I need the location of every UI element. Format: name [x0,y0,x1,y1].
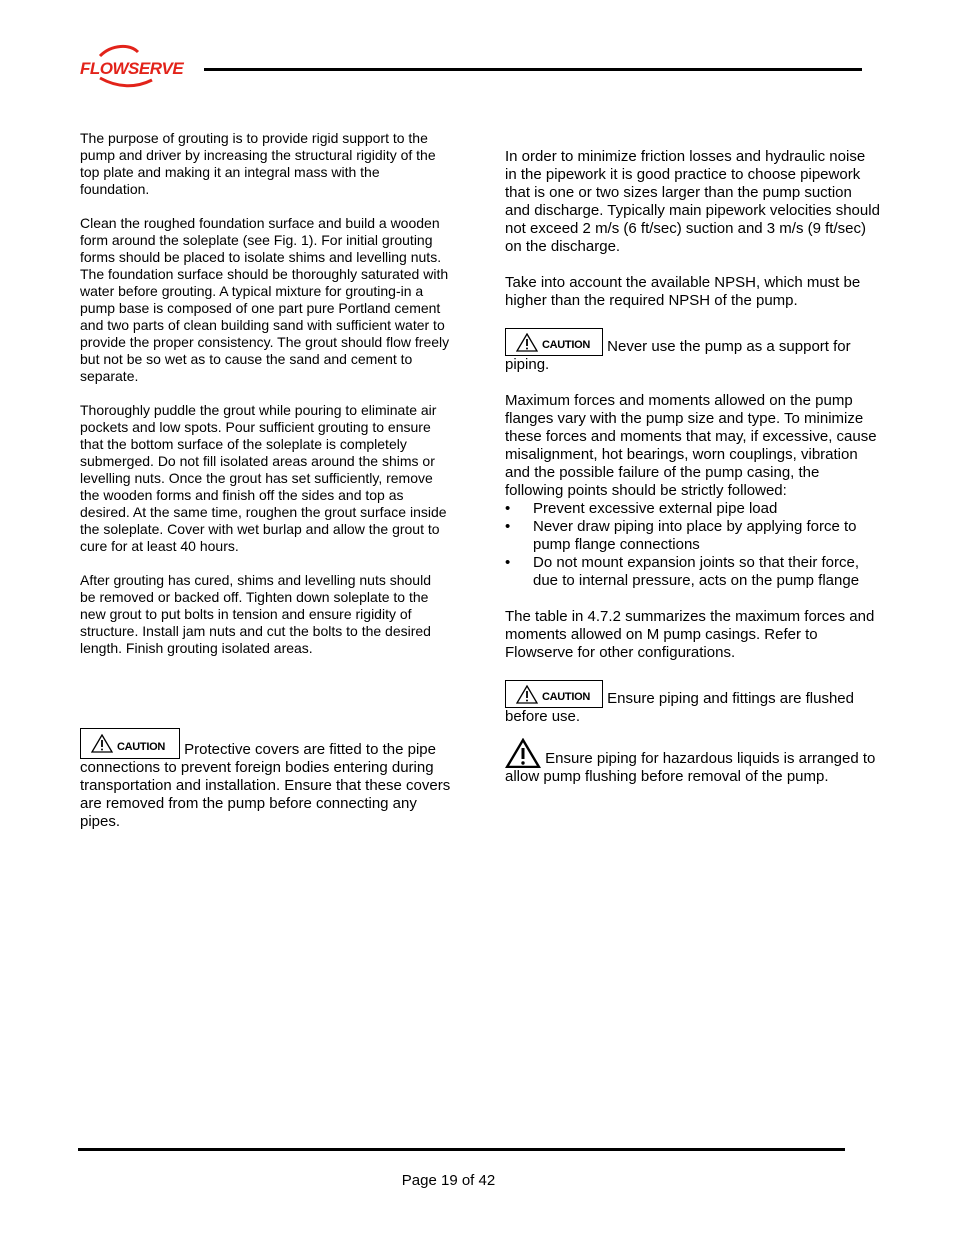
caution-text: Never use the pump as a support for piping. [505,338,851,373]
page-header [78,44,863,90]
flushing-caution [505,680,880,726]
warning-text: Ensure piping for hazardous liquids is arranged to allow pump flushing before removal of the pump. [505,750,876,785]
caution-label: CAUTION [542,691,591,703]
caution-text: Ensure piping and fittings are flushed before use. [505,690,854,725]
bullet-icon: • [505,554,511,571]
pump-support-caution [505,328,880,374]
protective-covers-caution [80,728,452,831]
caution-badge [505,328,603,356]
bullet-icon: • [505,500,511,517]
list-item-text: Never draw piping into place by applying force to pump flange connections [533,518,857,553]
list-item-text: Prevent excessive external pipe load [533,500,778,517]
table-reference-paragraph: The table in 4.7.2 summarizes the maximum forces and moments allowed on M pump casings. Refer to Flowserve for other configurations. [505,608,875,661]
right-column [505,148,880,804]
pipework-size-paragraph: In order to minimize friction losses and hydraulic noise in the pipework it is good practice to choose pipework that is one or two sizes larger than the pump suction and discharge. Typically main pipework velocities should not exceed 2 m/s (6 ft/sec) suction and 3 m/s (9 ft/sec) on the discharge. [505,148,880,255]
forces-moments-paragraph: Maximum forces and moments allowed on the pump flanges vary with the pump size and type. To minimize these forces and moments that may, if excessive, cause misalignment, hot bearings, worn couplings, vibration and the possible failure of the pump casing, the following points should be strictly followed: [505,392,877,499]
grouting-purpose-paragraph: The purpose of grouting is to provide rigid support to the pump and driver by increasing the structural rigidity of the top plate and making it an integral mass with the foundation. [80,130,436,197]
list-item [505,500,880,518]
npsh-paragraph: Take into account the available NPSH, which must be higher than the required NPSH of the pump. [505,274,861,309]
grouting-preparation-paragraph: Clean the roughed foundation surface and build a wooden form around the soleplate (see Fig. 1). For initial grouting forms should be placed to isolate shims and levelling nuts. The foundation surface should be thoroughly saturated with water before grouting. A typical mixture for grouting-in a pump base is composed of one part pure Portland cement and two parts of clean building sand with sufficient water to provide the proper consistency. The grout should flow freely but not be so wet as to cause the sand and cement to separate. [80,215,450,384]
warning-triangle-icon [516,685,538,704]
caution-label: CAUTION [542,339,591,351]
flowserve-logo [78,44,200,88]
warning-triangle-icon [91,734,113,753]
caution-badge [505,680,603,708]
list-item [505,518,880,554]
list-item-text: Do not mount expansion joints so that their force, due to internal pressure, acts on the pump flange [533,554,860,589]
pipe-load-list [505,500,880,590]
left-column [80,130,450,674]
caution-text: Protective covers are fitted to the pipe connections to prevent foreign bodies entering during transportation and installation. Ensure that these covers are removed from the pump before connecting any pipes. [80,741,451,830]
page-number: Page 19 of 42 [401,1172,496,1189]
header-rule [204,68,862,71]
grouting-cured-paragraph: After grouting has cured, shims and levelling nuts should be removed or backed off. Tighten down soleplate to the new grout to put bolts in tension and ensure rigidity of structure. Install jam nuts and cut the bolts to the desired length. Finish grouting isolated areas. [80,572,431,656]
logo-text: FLOWSERVE [80,59,184,78]
caution-badge [80,728,180,759]
list-item [505,554,880,590]
footer-rule [78,1148,845,1151]
hazardous-liquids-warning [505,738,880,786]
caution-label: CAUTION [117,741,166,753]
bullet-icon: • [505,518,511,535]
warning-triangle-icon [505,738,541,768]
grouting-pouring-paragraph: Thoroughly puddle the grout while pouring to eliminate air pockets and low spots. Pour sufficient grouting to ensure that the bottom surface of the soleplate is completely submerged. Do not fill isolated areas around the shims or levelling nuts. Once the grout has set sufficiently, remove the wooden forms and finish off the sides and top as desired. At the same time, roughen the grout surface inside the soleplate. Cover with wet burlap and allow the grout to cure for at least 40 hours. [80,402,447,554]
warning-triangle-icon [516,333,538,352]
